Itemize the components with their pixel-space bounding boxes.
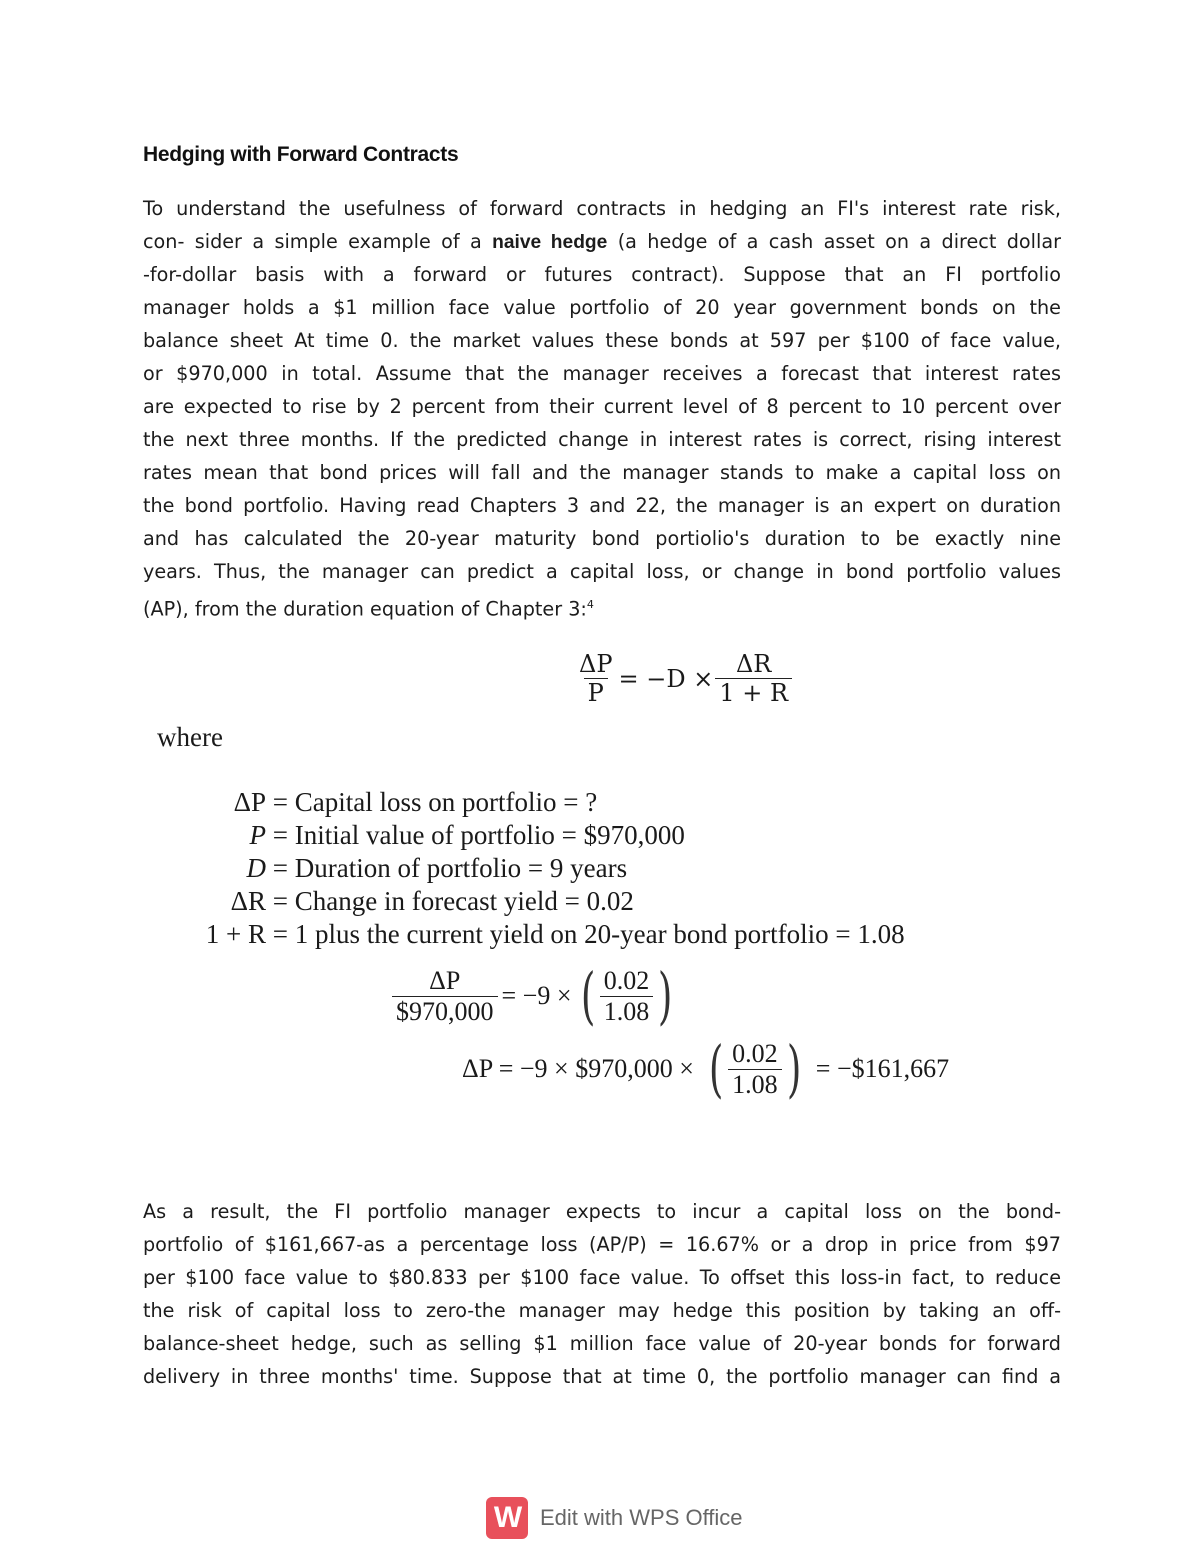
paragraph-line [143, 225, 1061, 258]
definition-row [220, 851, 627, 885]
calc1-operator: = −9 × [501, 981, 572, 1010]
wps-edit-label: Edit with WPS Office [540, 1505, 743, 1530]
paragraph-line: To understand the usefulness of forward contracts in hedging an FI's interest rate risk, [143, 197, 1061, 220]
paragraph-line: years. Thus, the manager can predict a capital loss, or change in bond portfolio values [143, 560, 1061, 583]
paragraph-line: balance sheet At time 0. the market values these bonds at 597 per $100 of face value, [143, 329, 1061, 352]
definition-symbol: D [246, 853, 266, 883]
calc2-inner-numerator: 0.02 [732, 1038, 778, 1068]
definition-text: = Duration of portfolio = 9 years [272, 853, 628, 883]
definition-text: = Change in forecast yield = 0.02 [272, 886, 634, 916]
definition-row [194, 917, 905, 951]
paragraph-line: the bond portfolio. Having read Chapters 3 and 22, the manager is an expert on duration [143, 494, 1061, 517]
equation-rhs-denominator: 1 + R [715, 678, 792, 707]
right-paren-icon: ) [658, 959, 673, 1032]
bold-term: naive hedge [492, 232, 608, 253]
equation-lhs-numerator: ΔP [579, 650, 613, 678]
paragraph-line: delivery in three months' time. Suppose that at time 0, the portfolio manager can find a [143, 1365, 1061, 1388]
calc2-lead: ΔP = −9 × $970,000 × [462, 1054, 694, 1083]
paragraph-line: manager holds a $1 million face value portfolio of 20 year government bonds on the [143, 296, 1061, 319]
paragraph-line-start: con- sider a simple example of a [143, 230, 482, 253]
paragraph-line: balance-sheet hedge, such as selling $1 million face value of 20-year bonds for forward [143, 1332, 1061, 1355]
definition-row [220, 884, 634, 918]
definition-text: = Capital loss on portfolio = ? [272, 787, 598, 817]
paragraph-line: rates mean that bond prices will fall and the manager stands to make a capital loss on [143, 461, 1061, 484]
paragraph-line: per $100 face value to $80.833 per $100 face value. To offset this loss-in fact, to reduce [143, 1266, 1061, 1289]
equation-lhs-fraction [575, 650, 616, 707]
paragraph-line: or $970,000 in total. Assume that the manager receives a forecast that interest rates [143, 362, 1061, 385]
calc2-inner-denominator: 1.08 [728, 1069, 782, 1100]
definition-symbol: ΔP [233, 787, 266, 817]
left-paren-icon: ( [580, 959, 595, 1032]
body-paragraph-2 [143, 1195, 1061, 1393]
equation-rhs-fraction [715, 650, 792, 707]
calculation-step-2 [462, 1032, 950, 1105]
calc2-result: = −$161,667 [815, 1054, 950, 1083]
section-heading: Hedging with Forward Contracts [143, 143, 459, 166]
equation-operator: = −D × [618, 664, 714, 693]
calc1-inner-numerator: 0.02 [603, 965, 650, 995]
paragraph-line: -for-dollar basis with a forward or futures contract). Suppose that an FI portfolio [143, 263, 1061, 286]
where-label: where [157, 722, 223, 752]
paragraph-line [143, 588, 1061, 621]
calc1-denominator: $970,000 [392, 996, 498, 1027]
definition-symbol: P [249, 820, 266, 850]
calc1-fraction [392, 966, 498, 1027]
paragraph-line: the risk of capital loss to zero-the manager may hedge this position by taking an off- [143, 1299, 1061, 1322]
definition-symbol: 1 + R [205, 919, 266, 949]
paragraph-line: As a result, the FI portfolio manager expects to incur a capital loss on the bond- [143, 1200, 1061, 1223]
body-paragraph-1 [143, 192, 1061, 621]
left-paren-icon: ( [708, 1032, 724, 1105]
calc1-numerator: ΔP [429, 965, 461, 995]
calc2-inner-fraction [728, 1039, 782, 1100]
duration-equation [575, 650, 792, 707]
calc1-inner-fraction [600, 966, 654, 1027]
calculation-step-1 [392, 959, 677, 1032]
definition-symbol: ΔR [230, 886, 266, 916]
calc1-inner-denominator: 1.08 [600, 996, 654, 1027]
equation-lhs-denominator: P [584, 678, 608, 707]
paragraph-line-text: (AP), from the duration equation of Chapter 3: [143, 597, 587, 621]
wps-logo-icon: W [486, 1497, 528, 1539]
footnote-marker: 4 [586, 598, 594, 611]
equation-rhs-numerator: ΔR [735, 650, 772, 678]
right-paren-icon: ) [786, 1032, 801, 1105]
definition-text: = Initial value of portfolio = $970,000 [272, 820, 685, 850]
paragraph-line: portfolio of $161,667-as a percentage loss (AP/P) = 16.67% or a drop in price from $97 [143, 1233, 1061, 1256]
scanned-equation-region [130, 640, 1030, 1120]
paragraph-line: and has calculated the 20-year maturity bond portiolio's duration to be exactly nine [143, 527, 1061, 550]
definition-row [220, 818, 685, 852]
paragraph-line-tail: (a hedge of a cash asset on a direct dollar [617, 230, 1061, 253]
definition-text: = 1 plus the current yield on 20-year bond portfolio = 1.08 [272, 919, 905, 949]
paragraph-line: the next three months. If the predicted change in interest rates is correct, rising interest [143, 428, 1061, 451]
paragraph-line: are expected to rise by 2 percent from their current level of 8 percent to 10 percent over [143, 395, 1061, 418]
wps-edit-banner[interactable] [486, 1497, 743, 1539]
definition-row [220, 785, 597, 819]
